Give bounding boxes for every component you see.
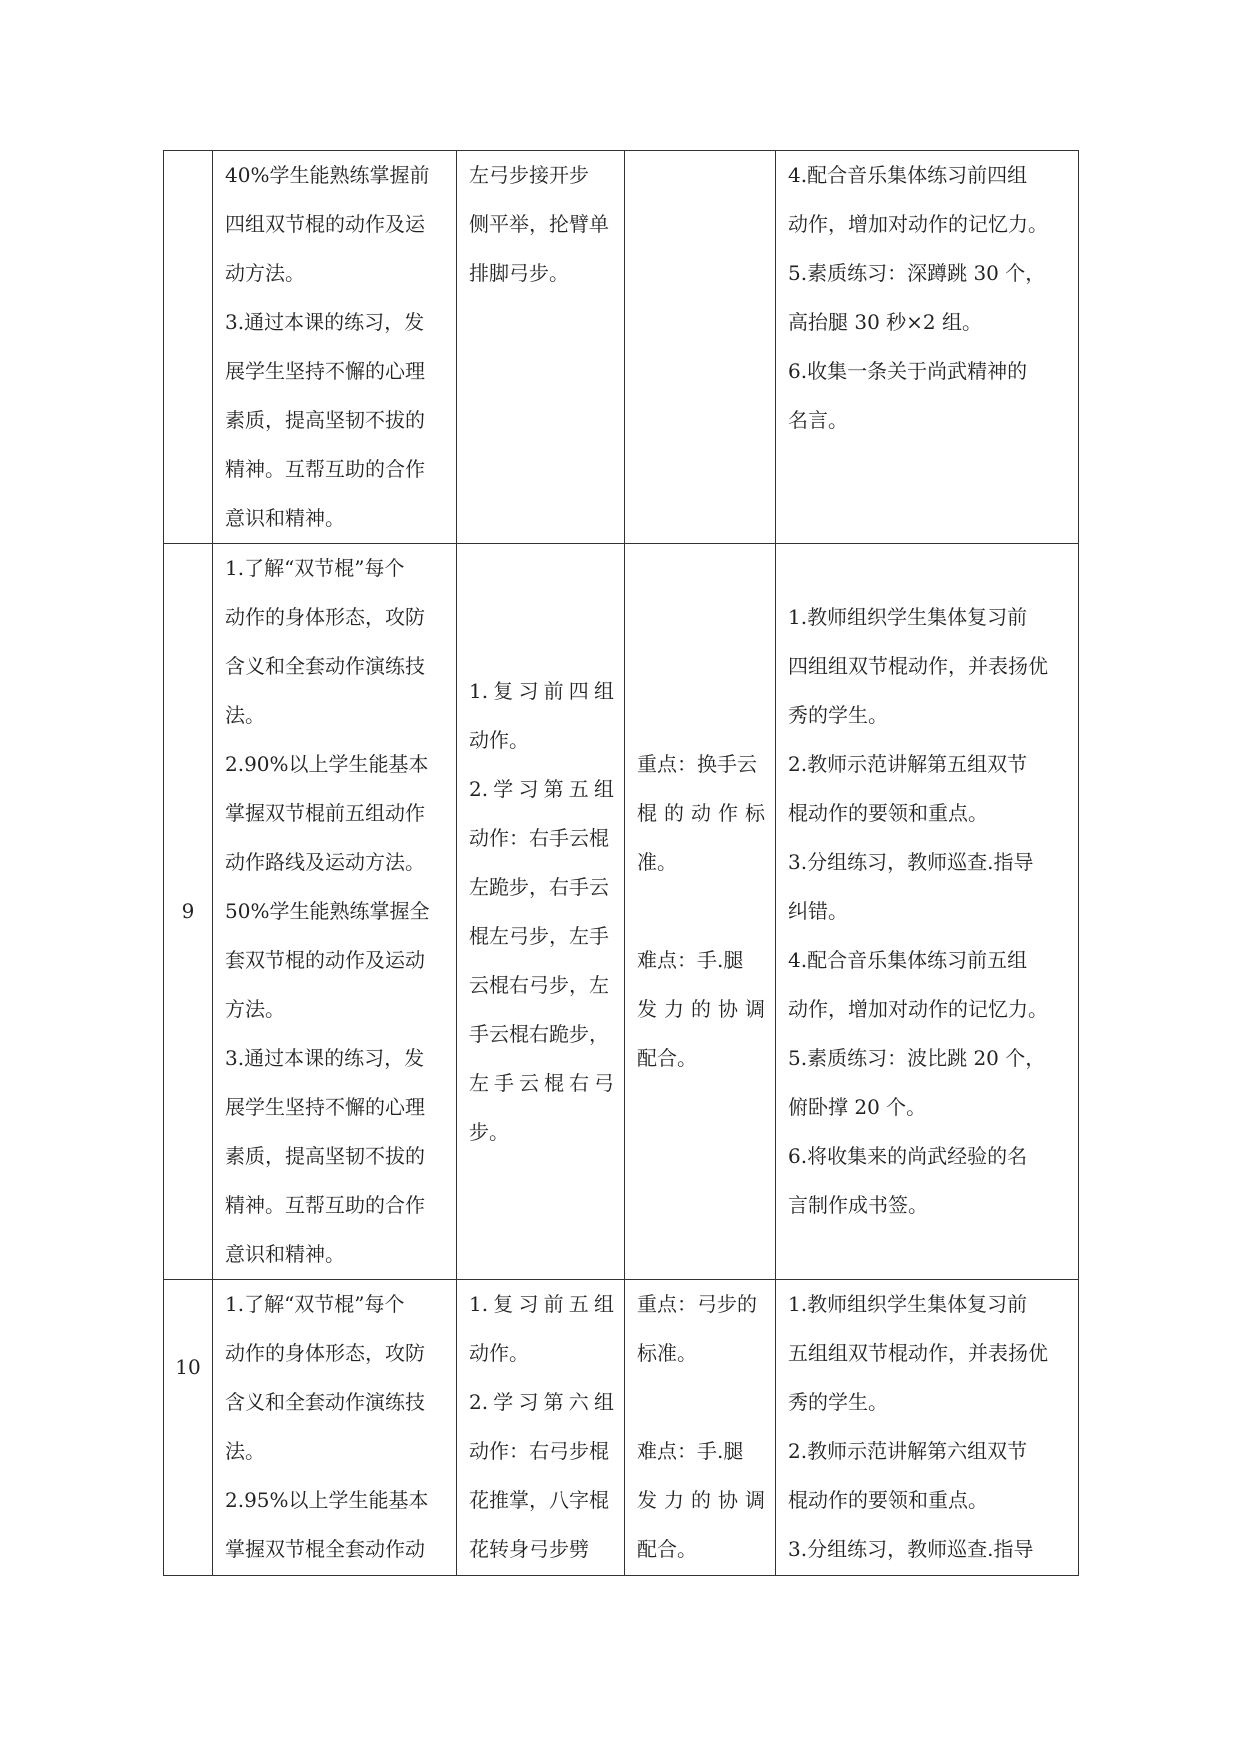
content-line: 手云棍右跪步， xyxy=(469,1021,609,1046)
key-points-cell xyxy=(625,1280,776,1576)
content-line: 花转身弓步劈 xyxy=(469,1537,589,1561)
lesson-number-cell xyxy=(164,1280,213,1576)
content-line: 1.复习前五组 xyxy=(469,1292,614,1316)
objective-line: 动方法。 xyxy=(225,261,305,285)
content-line: 步。 xyxy=(469,1119,509,1144)
table-row xyxy=(164,544,1079,1280)
table-row xyxy=(164,151,1079,544)
method-line: 2.教师示范讲解第五组双节 xyxy=(788,752,1028,776)
objectives-cell xyxy=(213,1280,457,1576)
method-line: 3.分组练习，教师巡查.指导 xyxy=(788,1537,1034,1561)
objective-line: 1.了解“双节棍”每个 xyxy=(225,556,405,580)
method-line: 动作，增加对动作的记忆力。 xyxy=(788,997,1048,1021)
key-point-spacer xyxy=(637,887,765,936)
method-line: 4.配合音乐集体练习前四组 xyxy=(788,163,1028,187)
objective-line: 1.了解“双节棍”每个 xyxy=(225,1292,405,1316)
objective-line: 四组双节棍的动作及运 xyxy=(225,212,425,236)
content-line: 动作：右手云棍 xyxy=(469,825,609,850)
content-line: 侧平举，抡臂单 xyxy=(469,212,609,236)
table-row xyxy=(164,1280,1079,1576)
method-line: 5.素质练习：深蹲跳 30 个， xyxy=(788,261,1046,285)
key-point-line: 发力的协调 xyxy=(637,1488,765,1512)
objective-line: 展学生坚持不懈的心理 xyxy=(225,1095,425,1119)
method-line: 4.配合音乐集体练习前五组 xyxy=(788,948,1028,972)
key-point-line: 难点：手.腿 xyxy=(637,1439,744,1463)
content-line: 动作。 xyxy=(469,1341,529,1365)
objective-line: 法。 xyxy=(225,703,265,727)
method-line: 5.素质练习：波比跳 20 个， xyxy=(788,1046,1046,1070)
content-line: 动作：右弓步棍 xyxy=(469,1439,609,1463)
objective-line: 展学生坚持不懈的心理 xyxy=(225,359,425,383)
objective-line: 素质，提高坚韧不拔的 xyxy=(225,408,425,432)
method-line: 四组组双节棍动作，并表扬优 xyxy=(788,654,1048,678)
objective-line: 套双节棍的动作及运动 xyxy=(225,948,425,972)
method-line: 6.收集一条关于尚武精神的 xyxy=(788,359,1028,383)
methods-cell xyxy=(776,1280,1079,1576)
method-line: 言制作成书签。 xyxy=(788,1193,928,1217)
key-points-cell xyxy=(625,544,776,1280)
content-line: 1.复习前四组 xyxy=(469,678,614,703)
key-points-cell xyxy=(625,151,776,544)
method-line: 1.教师组织学生集体复习前 xyxy=(788,1292,1028,1316)
lesson-number: 10 xyxy=(175,1355,201,1379)
key-point-line: 棍的动作标 xyxy=(637,801,765,825)
method-line: 棍动作的要领和重点。 xyxy=(788,801,988,825)
method-line: 秀的学生。 xyxy=(788,703,888,727)
method-line: 高抬腿 30 秒×2 组。 xyxy=(788,310,983,334)
content-line: 2.学习第五组 xyxy=(469,776,614,801)
content-cell xyxy=(457,151,625,544)
objective-line: 方法。 xyxy=(225,997,285,1021)
content-line: 花推掌，八字棍 xyxy=(469,1488,609,1512)
objective-line: 50%学生能熟练掌握全 xyxy=(225,899,430,923)
objective-line: 意识和精神。 xyxy=(225,506,345,530)
content-line: 左跪步，右手云 xyxy=(469,874,609,899)
objective-line: 含义和全套动作演练技 xyxy=(225,654,425,678)
key-point-line: 重点：换手云 xyxy=(637,752,757,776)
method-line: 名言。 xyxy=(788,408,848,432)
method-line: 3.分组练习，教师巡查.指导 xyxy=(788,850,1034,874)
method-line: 俯卧撑 20 个。 xyxy=(788,1095,927,1119)
objective-line: 精神。互帮互助的合作 xyxy=(225,457,425,481)
lesson-number: 9 xyxy=(181,899,195,923)
key-point-line: 重点：弓步的 xyxy=(637,1292,757,1316)
objective-line: 3.通过本课的练习，发 xyxy=(225,310,425,334)
lesson-number-cell xyxy=(164,544,213,1280)
content-line: 动作。 xyxy=(469,727,529,752)
objective-line: 40%学生能熟练掌握前 xyxy=(225,163,430,187)
content-line: 左弓步接开步 xyxy=(469,163,589,187)
content-line: 棍左弓步，左手 xyxy=(469,923,609,948)
objectives-cell xyxy=(213,544,457,1280)
objective-line: 含义和全套动作演练技 xyxy=(225,1390,425,1414)
lesson-number-cell xyxy=(164,151,213,544)
content-cell xyxy=(457,544,625,1280)
method-line: 秀的学生。 xyxy=(788,1390,888,1414)
content-line: 左手云棍右弓 xyxy=(469,1070,614,1095)
methods-cell xyxy=(776,151,1079,544)
methods-cell xyxy=(776,544,1079,1280)
key-point-line: 准。 xyxy=(637,850,677,874)
content-line: 2.学习第六组 xyxy=(469,1390,614,1414)
method-line: 纠错。 xyxy=(788,899,848,923)
method-line: 2.教师示范讲解第六组双节 xyxy=(788,1439,1028,1463)
objective-line: 法。 xyxy=(225,1439,265,1463)
objective-line: 掌握双节棍前五组动作 xyxy=(225,801,425,825)
objective-line: 掌握双节棍全套动作动 xyxy=(225,1537,425,1561)
objective-line: 素质，提高坚韧不拔的 xyxy=(225,1144,425,1168)
key-point-line: 发力的协调 xyxy=(637,997,765,1021)
method-line: 1.教师组织学生集体复习前 xyxy=(788,605,1028,629)
objective-line: 2.95%以上学生能基本 xyxy=(225,1488,429,1512)
key-point-spacer xyxy=(637,1378,765,1427)
key-point-line: 标准。 xyxy=(637,1341,697,1365)
content-cell xyxy=(457,1280,625,1576)
objective-line: 精神。互帮互助的合作 xyxy=(225,1193,425,1217)
objective-line: 动作路线及运动方法。 xyxy=(225,850,425,874)
objective-line: 2.90%以上学生能基本 xyxy=(225,752,429,776)
method-line: 五组组双节棍动作，并表扬优 xyxy=(788,1341,1048,1365)
objective-line: 动作的身体形态，攻防 xyxy=(225,1341,425,1365)
method-line: 动作，增加对动作的记忆力。 xyxy=(788,212,1048,236)
key-point-line: 配合。 xyxy=(637,1537,697,1561)
objective-line: 动作的身体形态，攻防 xyxy=(225,605,425,629)
content-line: 云棍右弓步，左 xyxy=(469,972,609,997)
content-line: 排脚弓步。 xyxy=(469,261,569,285)
method-line: 棍动作的要领和重点。 xyxy=(788,1488,988,1512)
key-point-line: 配合。 xyxy=(637,1046,697,1070)
objective-line: 3.通过本课的练习，发 xyxy=(225,1046,425,1070)
key-point-line: 难点：手.腿 xyxy=(637,948,744,972)
objective-line: 意识和精神。 xyxy=(225,1242,345,1266)
method-line: 6.将收集来的尚武经验的名 xyxy=(788,1144,1028,1168)
objectives-cell xyxy=(213,151,457,544)
lesson-plan-table xyxy=(163,150,1079,1576)
